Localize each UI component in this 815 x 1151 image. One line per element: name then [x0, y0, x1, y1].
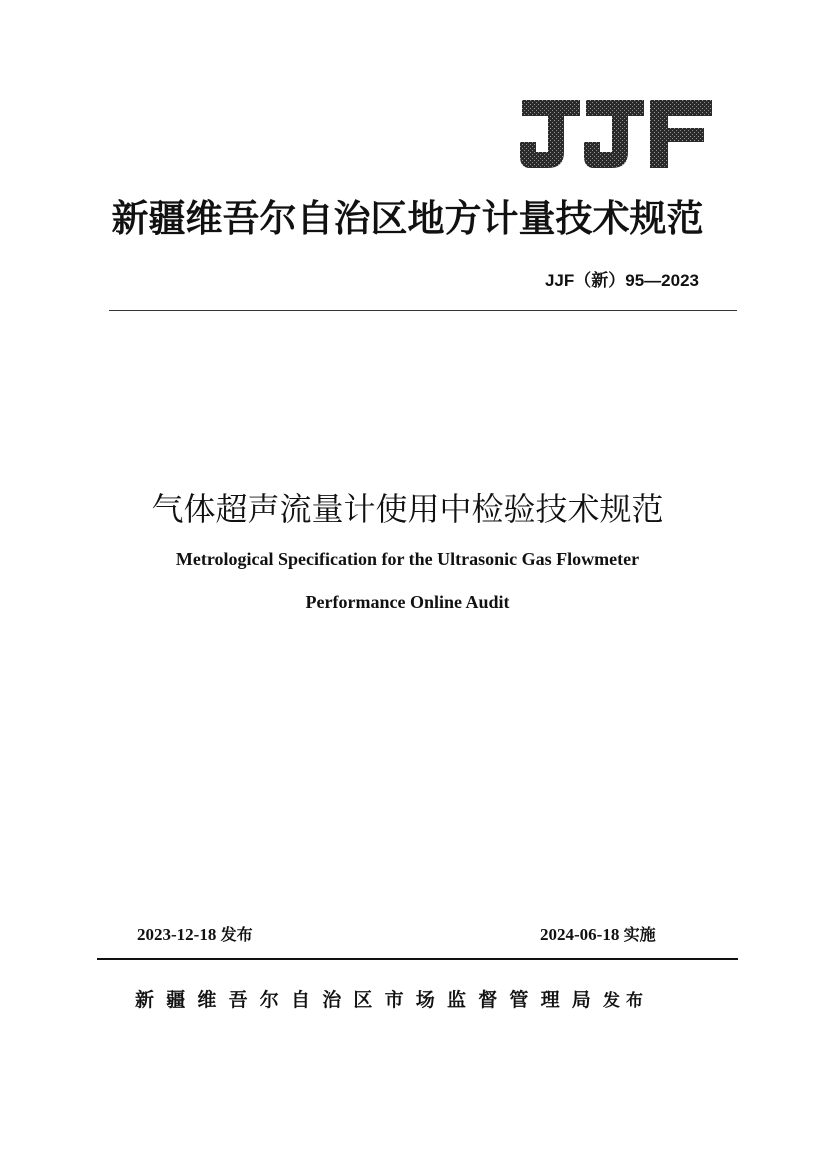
- document-title-en-line-1: Metrological Specification for the Ultrasonic Gas Flowmeter: [175, 549, 640, 569]
- document-code: JJF（新）95—2023: [544, 271, 699, 290]
- logo-letter-j-1: [520, 100, 580, 168]
- publisher-name: 新疆维吾尔自治区市场监督管理局: [135, 989, 604, 1011]
- publisher-line: [135, 985, 649, 1012]
- logo-letter-f: [650, 100, 712, 168]
- document-title-cn: 气体超声流量计使用中检验技术规范: [151, 490, 664, 528]
- publisher-suffix: 发布: [603, 991, 650, 1011]
- release-date-block: [137, 922, 253, 945]
- header-divider: [109, 310, 737, 311]
- implementation-date: 2024-06-18: [540, 925, 620, 944]
- implementation-label: 实施: [623, 925, 656, 944]
- logo-letter-j-2: [584, 100, 644, 168]
- footer-divider: [97, 958, 738, 960]
- authority-title: 新疆维吾尔自治区地方计量技术规范: [111, 197, 704, 240]
- document-title-en-line-2: Performance Online Audit: [305, 592, 510, 612]
- implementation-date-block: [540, 922, 656, 945]
- release-label: 发布: [220, 925, 253, 944]
- release-date: 2023-12-18: [137, 925, 217, 944]
- jjf-logo: [518, 96, 714, 172]
